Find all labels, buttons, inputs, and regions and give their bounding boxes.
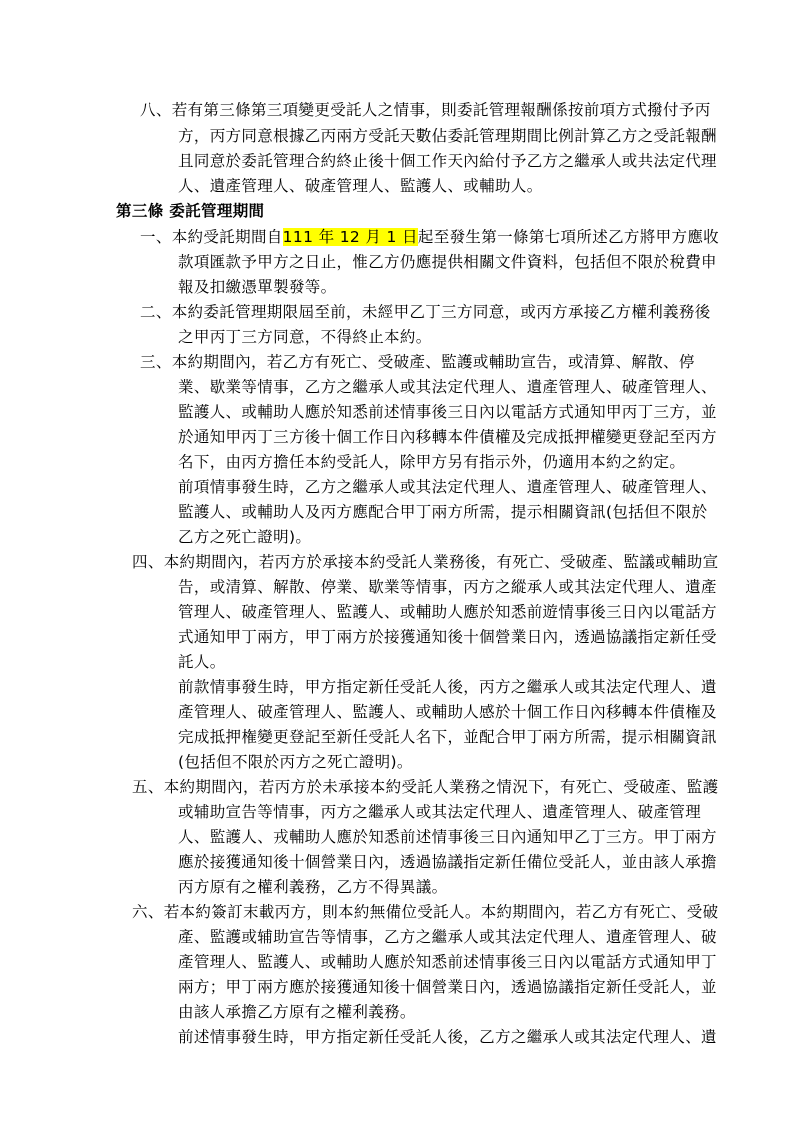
article3-item4-line-9: (包括但不限於丙方之死亡證明)。 bbox=[178, 753, 413, 771]
article3-item1-line-2: 款項匯款予甲方之日止，惟乙方仍應提供相關文件資料，包括但不限於稅費申 bbox=[178, 253, 717, 271]
article3-item3-line-3: 監護人、或輔助人應於知悉前述情事後三日內以電話方式通知甲丙丁三方，並 bbox=[178, 403, 717, 421]
article3-item6-line-3: 產管理人、監護人、或輔助人應於知悉前述情事後三日內以電話方式通知甲丁 bbox=[178, 953, 717, 971]
item1-start-date-highlight: 111 年 12 月 1 日 bbox=[282, 228, 418, 246]
article3-item3-line-2: 業、歇業等情事，乙方之繼承人或其法定代理人、遺產管理人、破產管理人、 bbox=[178, 378, 717, 396]
article3-item3-line-7: 監護人、或輔助人及丙方應配合甲丁兩方所需，提示相關資訊(包括但不限於 bbox=[178, 503, 708, 521]
article3-item4-line-5: 託人。 bbox=[178, 653, 226, 671]
article3-item3-line-5: 名下，由丙方擔任本約受託人，除甲方另有指示外，仍適用本約之約定。 bbox=[178, 453, 686, 471]
article3-item3-line-8: 乙方之死亡證明)。 bbox=[178, 528, 312, 546]
article3-item1-line-3: 報及扣繳憑單製發等。 bbox=[178, 278, 337, 296]
item8-line-3: 且同意於委託管理合約終止後十個工作天內給付予乙方之繼承人或共法定代理 bbox=[178, 152, 717, 170]
article3-item5-line-4: 應於接獲通知後十個營業日內，透過協議指定新任備位受託人，並由該人承擔 bbox=[178, 853, 717, 871]
article3-item2-line-2: 之甲丙丁三方同意，不得終止本約。 bbox=[178, 328, 432, 346]
article3-item3-line-6: 前項情事發生時，乙方之繼承人或其法定代理人、遺產管理人、破產管理人、 bbox=[178, 478, 717, 496]
item8-line-2: 方，丙方同意根據乙丙兩方受託天數佔委託管理期間比例計算乙方之受託報酬 bbox=[178, 127, 717, 145]
article3-item5-line-1: 五、本約期間內，若丙方於未承接本約受託人業務之情況下，有死亡、受破產、監護 bbox=[132, 778, 719, 796]
article3-item6-line-1: 六、若本約簽訂末載丙方，則本約無備位受託人。本約期間內，若乙方有死亡、受破 bbox=[132, 903, 719, 921]
article3-item4-line-2: 告，或清算、解散、停業、歇業等情事，丙方之縱承人或其法定代理人、遺產 bbox=[178, 578, 717, 596]
article3-title: 第三條 委託管理期間 bbox=[116, 202, 265, 220]
item1-prefix: 一、本約受託期間自 bbox=[140, 228, 283, 246]
article3-item6-line-6: 前述情事發生時，甲方指定新任受託人後，乙方之繼承人或其法定代理人、遺 bbox=[178, 1028, 717, 1046]
article3-item6-line-4: 兩方；甲丁兩方應於接獲通知後十個營業日內，透過協議指定新任受託人，並 bbox=[178, 978, 717, 996]
item1-suffix: 起至發生第一條第七項所述乙方將甲方應收 bbox=[417, 228, 720, 246]
article3-item4-line-7: 產管理人、破產管理人、監護人、或輔助人感於十個工作日內移轉本件債権及 bbox=[178, 703, 717, 721]
article3-item3-line-1: 三、本約期間內，若乙方有死亡、受破產、監護或輔助宣告，或清算、解散、停 bbox=[140, 353, 695, 371]
article3-item5-line-2: 或辅助宣告等情事，丙方之繼承人或其法定代理人、遺產管理人、破產管理 bbox=[178, 803, 702, 821]
item8-line-1: 八、若有第三條第三項變更受託人之情事，則委託管理報酬係按前項方式撥付予丙 bbox=[140, 101, 711, 119]
article3-item5-line-5: 丙方原有之權利義務，乙方不得異議。 bbox=[178, 878, 448, 896]
article3-item5-line-3: 人、監護人、戎輔助人應於知悉前述情事後三日內通知甲乙丁三方。甲丁兩方 bbox=[178, 828, 717, 846]
article3-item6-line-5: 由該人承擔乙方原有之權利義務。 bbox=[178, 1003, 416, 1021]
article3-item2-line-1: 二、本約委託管理期限屆至前，未經甲乙丁三方同意，或丙方承接乙方權利義務後 bbox=[140, 303, 711, 321]
item8-line-4: 人、遺產管理人、破產管理人、監護人、或輔助人。 bbox=[178, 177, 543, 195]
article3-item3-line-4: 於通知甲丙丁三方後十個工作日內移轉本件債權及完成抵押權變更登記至丙方 bbox=[178, 428, 717, 446]
article3-item1-line-1 bbox=[140, 224, 719, 250]
article3-item4-line-3: 管理人、破產管理人、監護人、或輔助人應於知悉前遊情事後三日內以電話方 bbox=[178, 603, 717, 621]
article3-item4-line-6: 前款情事發生時，甲方指定新任受託人後，丙方之繼承人或其法定代理人、遺 bbox=[178, 678, 717, 696]
article3-item4-line-1: 四、本約期間內，若丙方於承接本約受託人業務後，有死亡、受破產、監議或輔助宣 bbox=[132, 553, 719, 571]
article3-item4-line-8: 完成抵押権變更登記至新任受託人名下，並配合甲丁兩方所需，提示相關資訊 bbox=[178, 728, 717, 746]
article3-item4-line-4: 式通知甲丁兩方，甲丁兩方於接獲通知後十個營業日內，透過協議指定新任受 bbox=[178, 628, 717, 646]
article3-item6-line-2: 產、監護或辅助宣告等情事，乙方之繼承人或其法定代理人、遺產管理人、破 bbox=[178, 928, 717, 946]
